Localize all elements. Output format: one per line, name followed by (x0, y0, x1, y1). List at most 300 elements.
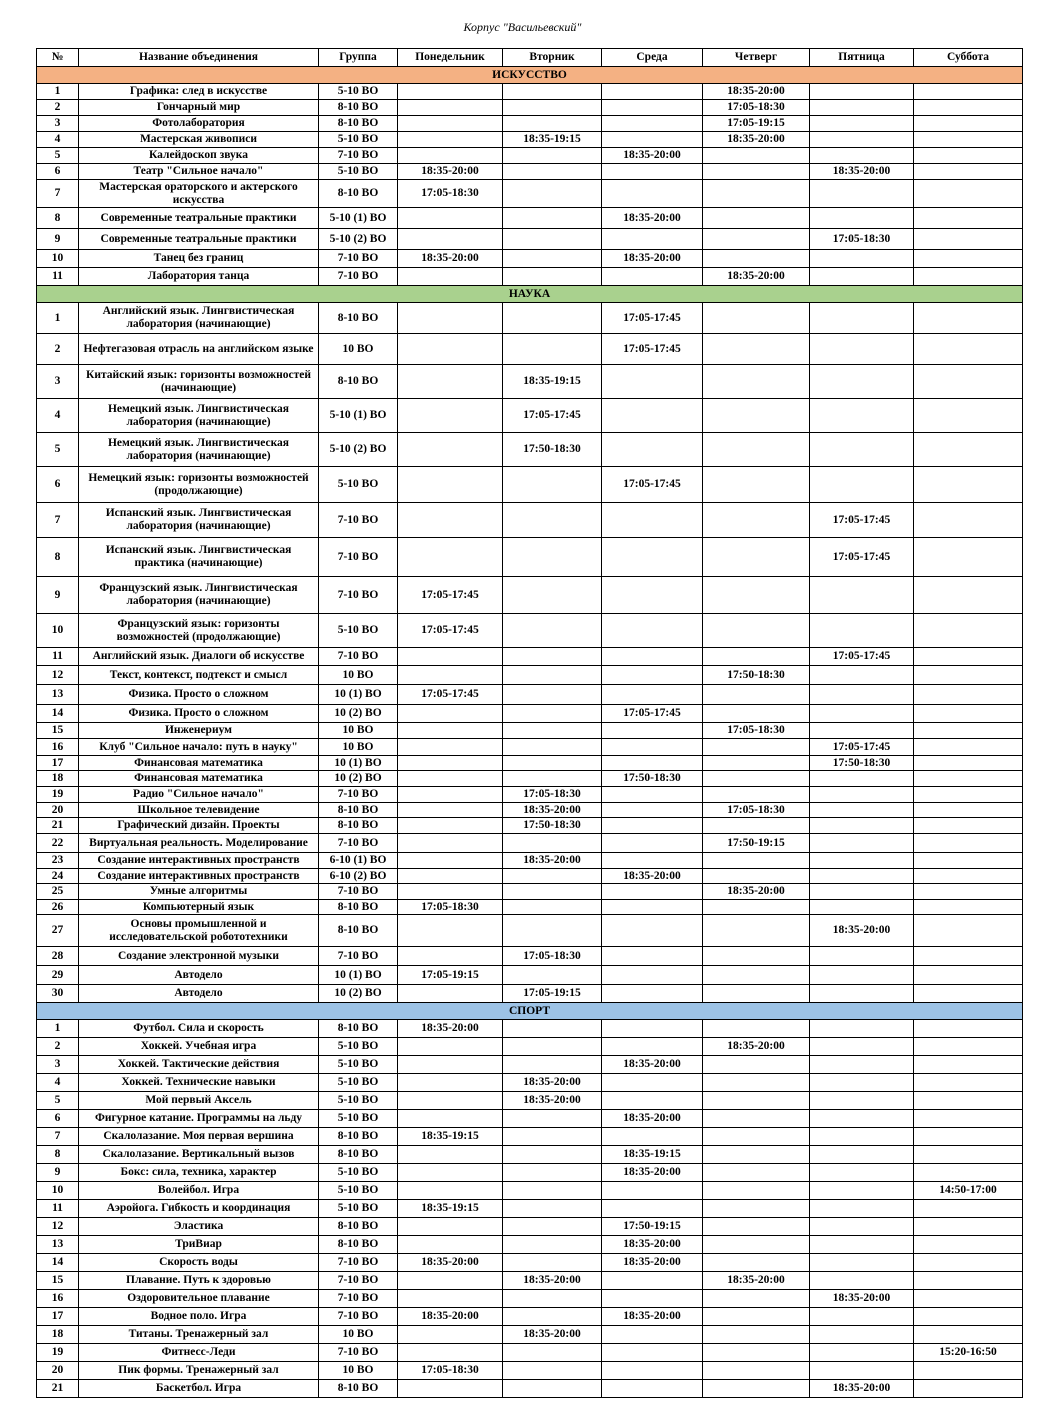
cell-tuesday (503, 503, 602, 538)
cell-thursday (703, 787, 810, 803)
cell-name: Радио "Сильное начало" (79, 787, 319, 803)
cell-wednesday (602, 685, 703, 705)
cell-thursday (703, 1218, 810, 1236)
cell-name: Немецкий язык: горизонты возможностей (продолжающие) (79, 467, 319, 503)
table-row (37, 853, 1023, 869)
cell-thursday (703, 869, 810, 884)
cell-wednesday (602, 229, 703, 250)
cell-friday (810, 1326, 914, 1344)
cell-wednesday (602, 884, 703, 900)
cell-wednesday (602, 1038, 703, 1056)
cell-monday (398, 915, 503, 947)
cell-thursday (703, 818, 810, 834)
cell-tuesday (503, 334, 602, 365)
cell-friday (810, 1146, 914, 1164)
cell-saturday (914, 229, 1023, 250)
table-row (37, 303, 1023, 334)
cell-thursday (703, 334, 810, 365)
cell-thursday (703, 1182, 810, 1200)
table-row (37, 756, 1023, 771)
cell-friday (810, 577, 914, 614)
cell-monday (398, 869, 503, 884)
cell-group: 10 (2) ВО (319, 705, 398, 723)
cell-tuesday: 18:35-20:00 (503, 1092, 602, 1110)
cell-name: Автодело (79, 985, 319, 1003)
cell-group: 7-10 ВО (319, 884, 398, 900)
cell-number: 7 (37, 503, 79, 538)
cell-group: 10 (1) ВО (319, 756, 398, 771)
cell-name: Автодело (79, 966, 319, 985)
cell-tuesday (503, 666, 602, 685)
cell-name: Плавание. Путь к здоровью (79, 1272, 319, 1290)
cell-friday (810, 787, 914, 803)
cell-thursday: 18:35-20:00 (703, 268, 810, 286)
table-row (37, 834, 1023, 853)
cell-thursday: 17:50-18:30 (703, 666, 810, 685)
cell-saturday (914, 1128, 1023, 1146)
cell-friday (810, 834, 914, 853)
cell-monday (398, 1074, 503, 1092)
cell-saturday (914, 1056, 1023, 1074)
cell-saturday (914, 1254, 1023, 1272)
cell-monday (398, 787, 503, 803)
cell-name: ТриВиар (79, 1236, 319, 1254)
cell-tuesday (503, 116, 602, 132)
cell-name: Водное поло. Игра (79, 1308, 319, 1326)
table-row (37, 869, 1023, 884)
cell-name: Финансовая математика (79, 756, 319, 771)
cell-number: 21 (37, 818, 79, 834)
cell-wednesday (602, 1200, 703, 1218)
cell-tuesday (503, 84, 602, 100)
cell-saturday (914, 666, 1023, 685)
cell-thursday (703, 399, 810, 433)
cell-thursday (703, 915, 810, 947)
cell-saturday (914, 164, 1023, 180)
cell-friday (810, 947, 914, 966)
cell-friday (810, 818, 914, 834)
cell-monday: 18:35-19:15 (398, 1200, 503, 1218)
cell-name: Танец без границ (79, 250, 319, 268)
cell-wednesday (602, 1380, 703, 1398)
cell-wednesday: 18:35-20:00 (602, 208, 703, 229)
cell-wednesday (602, 966, 703, 985)
cell-saturday (914, 1326, 1023, 1344)
cell-monday (398, 116, 503, 132)
cell-tuesday (503, 1182, 602, 1200)
cell-friday (810, 1362, 914, 1380)
header-row (37, 49, 1023, 67)
cell-tuesday (503, 577, 602, 614)
cell-thursday (703, 985, 810, 1003)
cell-wednesday (602, 365, 703, 399)
table-row (37, 771, 1023, 787)
cell-thursday (703, 705, 810, 723)
cell-thursday (703, 947, 810, 966)
cell-number: 1 (37, 303, 79, 334)
cell-name: Основы промышленной и исследовательской робототехники (79, 915, 319, 947)
cell-friday (810, 1308, 914, 1326)
cell-name: Хоккей. Технические навыки (79, 1074, 319, 1092)
cell-monday: 18:35-20:00 (398, 164, 503, 180)
cell-tuesday (503, 1236, 602, 1254)
cell-name: Футбол. Сила и скорость (79, 1020, 319, 1038)
cell-thursday (703, 303, 810, 334)
cell-wednesday (602, 756, 703, 771)
table-row (37, 1200, 1023, 1218)
cell-saturday (914, 577, 1023, 614)
cell-monday (398, 666, 503, 685)
cell-monday (398, 648, 503, 666)
cell-name: Скорость воды (79, 1254, 319, 1272)
cell-name: Фигурное катание. Программы на льду (79, 1110, 319, 1128)
cell-thursday (703, 577, 810, 614)
cell-thursday (703, 756, 810, 771)
cell-saturday (914, 985, 1023, 1003)
cell-number: 5 (37, 148, 79, 164)
cell-friday (810, 148, 914, 164)
table-row (37, 503, 1023, 538)
cell-monday: 18:35-20:00 (398, 1254, 503, 1272)
cell-thursday (703, 1200, 810, 1218)
cell-name: Театр "Сильное начало" (79, 164, 319, 180)
cell-number: 4 (37, 1074, 79, 1092)
cell-group: 10 ВО (319, 739, 398, 756)
cell-name: Клуб "Сильное начало: путь в науку" (79, 739, 319, 756)
cell-tuesday: 18:35-20:00 (503, 1272, 602, 1290)
table-row (37, 467, 1023, 503)
cell-wednesday: 18:35-20:00 (602, 869, 703, 884)
cell-group: 5-10 (1) ВО (319, 208, 398, 229)
cell-monday (398, 1290, 503, 1308)
table-row (37, 1254, 1023, 1272)
cell-name: Гончарный мир (79, 100, 319, 116)
cell-friday (810, 433, 914, 467)
cell-friday (810, 723, 914, 739)
cell-name: Китайский язык: горизонты возможностей (начинающие) (79, 365, 319, 399)
cell-thursday: 17:05-18:30 (703, 803, 810, 818)
table-row (37, 180, 1023, 208)
cell-name: Испанский язык. Лингвистическая практика (начинающие) (79, 538, 319, 577)
cell-monday: 17:05-19:15 (398, 966, 503, 985)
cell-friday (810, 869, 914, 884)
cell-thursday: 18:35-20:00 (703, 1038, 810, 1056)
cell-friday (810, 900, 914, 915)
cell-tuesday (503, 229, 602, 250)
cell-tuesday (503, 180, 602, 208)
cell-number: 12 (37, 1218, 79, 1236)
cell-monday (398, 399, 503, 433)
cell-thursday (703, 966, 810, 985)
cell-name: Аэройога. Гибкость и координация (79, 1200, 319, 1218)
cell-saturday (914, 915, 1023, 947)
cell-thursday (703, 467, 810, 503)
table-row (37, 915, 1023, 947)
cell-monday (398, 1344, 503, 1362)
cell-monday: 18:35-19:15 (398, 1128, 503, 1146)
cell-monday (398, 1056, 503, 1074)
cell-saturday (914, 1236, 1023, 1254)
cell-group: 5-10 ВО (319, 1200, 398, 1218)
cell-monday: 18:35-20:00 (398, 1308, 503, 1326)
cell-group: 10 ВО (319, 666, 398, 685)
cell-number: 8 (37, 208, 79, 229)
cell-number: 14 (37, 705, 79, 723)
cell-thursday (703, 771, 810, 787)
cell-tuesday (503, 1038, 602, 1056)
cell-tuesday (503, 1020, 602, 1038)
cell-group: 7-10 ВО (319, 834, 398, 853)
cell-group: 5-10 ВО (319, 1164, 398, 1182)
cell-name: Оздоровительное плавание (79, 1290, 319, 1308)
cell-name: Лаборатория танца (79, 268, 319, 286)
cell-group: 7-10 ВО (319, 1290, 398, 1308)
cell-friday (810, 116, 914, 132)
cell-group: 8-10 ВО (319, 803, 398, 818)
table-row (37, 1164, 1023, 1182)
cell-saturday (914, 1362, 1023, 1380)
cell-monday: 17:05-18:30 (398, 180, 503, 208)
cell-monday (398, 148, 503, 164)
cell-tuesday: 18:35-20:00 (503, 1326, 602, 1344)
cell-saturday (914, 1380, 1023, 1398)
cell-group: 10 (1) ВО (319, 685, 398, 705)
cell-saturday (914, 100, 1023, 116)
cell-name: Французский язык. Лингвистическая лаборатория (начинающие) (79, 577, 319, 614)
cell-thursday (703, 614, 810, 648)
cell-group: 5-10 (2) ВО (319, 433, 398, 467)
cell-number: 21 (37, 1380, 79, 1398)
cell-number: 25 (37, 884, 79, 900)
cell-thursday: 18:35-20:00 (703, 884, 810, 900)
cell-saturday (914, 1038, 1023, 1056)
cell-thursday (703, 538, 810, 577)
cell-wednesday (602, 1074, 703, 1092)
cell-wednesday (602, 268, 703, 286)
cell-wednesday: 18:35-20:00 (602, 1236, 703, 1254)
cell-saturday (914, 1110, 1023, 1128)
cell-saturday (914, 1146, 1023, 1164)
cell-thursday (703, 1344, 810, 1362)
cell-number: 24 (37, 869, 79, 884)
cell-group: 8-10 ВО (319, 1236, 398, 1254)
cell-monday (398, 433, 503, 467)
cell-number: 9 (37, 577, 79, 614)
cell-friday: 17:05-17:45 (810, 538, 914, 577)
table-row (37, 1020, 1023, 1038)
cell-number: 20 (37, 1362, 79, 1380)
cell-wednesday (602, 164, 703, 180)
cell-name: Виртуальная реальность. Моделирование (79, 834, 319, 853)
table-row (37, 334, 1023, 365)
cell-saturday (914, 818, 1023, 834)
cell-tuesday (503, 250, 602, 268)
cell-friday (810, 365, 914, 399)
cell-monday (398, 1110, 503, 1128)
cell-tuesday (503, 467, 602, 503)
cell-friday (810, 1038, 914, 1056)
cell-wednesday: 18:35-19:15 (602, 1146, 703, 1164)
cell-group: 6-10 (1) ВО (319, 853, 398, 869)
table-row (37, 1272, 1023, 1290)
cell-monday: 17:05-17:45 (398, 614, 503, 648)
cell-tuesday (503, 900, 602, 915)
cell-tuesday (503, 1146, 602, 1164)
cell-monday (398, 84, 503, 100)
cell-thursday (703, 1056, 810, 1074)
cell-group: 8-10 ВО (319, 303, 398, 334)
cell-name: Нефтегазовая отрасль на английском языке (79, 334, 319, 365)
cell-saturday (914, 1092, 1023, 1110)
cell-monday: 17:05-18:30 (398, 900, 503, 915)
cell-saturday (914, 365, 1023, 399)
cell-number: 17 (37, 756, 79, 771)
cell-group: 7-10 ВО (319, 648, 398, 666)
cell-saturday (914, 303, 1023, 334)
cell-tuesday (503, 1290, 602, 1308)
cell-thursday (703, 1308, 810, 1326)
cell-wednesday (602, 614, 703, 648)
cell-wednesday (602, 834, 703, 853)
cell-friday (810, 1164, 914, 1182)
cell-name: Создание электронной музыки (79, 947, 319, 966)
table-row (37, 1146, 1023, 1164)
cell-friday (810, 1128, 914, 1146)
cell-tuesday: 17:05-19:15 (503, 985, 602, 1003)
cell-group: 10 (2) ВО (319, 771, 398, 787)
cell-group: 5-10 (1) ВО (319, 399, 398, 433)
cell-wednesday: 17:50-19:15 (602, 1218, 703, 1236)
cell-name: Инженериум (79, 723, 319, 739)
cell-thursday (703, 1020, 810, 1038)
cell-tuesday (503, 164, 602, 180)
cell-name: Физика. Просто о сложном (79, 705, 319, 723)
cell-tuesday (503, 148, 602, 164)
cell-wednesday (602, 503, 703, 538)
cell-thursday (703, 1128, 810, 1146)
cell-number: 20 (37, 803, 79, 818)
table-row (37, 1218, 1023, 1236)
cell-group: 8-10 ВО (319, 116, 398, 132)
cell-name: Английский язык. Лингвистическая лаборатория (начинающие) (79, 303, 319, 334)
cell-group: 10 (1) ВО (319, 966, 398, 985)
cell-number: 26 (37, 900, 79, 915)
cell-wednesday (602, 116, 703, 132)
cell-friday (810, 966, 914, 985)
cell-group: 7-10 ВО (319, 1272, 398, 1290)
cell-group: 5-10 ВО (319, 614, 398, 648)
cell-wednesday (602, 433, 703, 467)
cell-wednesday (602, 100, 703, 116)
cell-number: 19 (37, 1344, 79, 1362)
table-row (37, 985, 1023, 1003)
cell-monday (398, 1272, 503, 1290)
cell-saturday (914, 1272, 1023, 1290)
cell-monday (398, 756, 503, 771)
cell-group: 8-10 ВО (319, 1218, 398, 1236)
cell-monday (398, 705, 503, 723)
cell-thursday (703, 1236, 810, 1254)
cell-friday (810, 268, 914, 286)
cell-wednesday (602, 1344, 703, 1362)
cell-name: Создание интерактивных пространств (79, 869, 319, 884)
cell-monday (398, 503, 503, 538)
cell-tuesday (503, 1056, 602, 1074)
cell-group: 8-10 ВО (319, 1380, 398, 1398)
cell-saturday (914, 966, 1023, 985)
table-row (37, 1344, 1023, 1362)
table-row (37, 132, 1023, 148)
cell-monday (398, 884, 503, 900)
cell-tuesday (503, 1164, 602, 1182)
cell-wednesday (602, 787, 703, 803)
cell-friday (810, 84, 914, 100)
table-row (37, 1362, 1023, 1380)
cell-friday (810, 399, 914, 433)
table-row (37, 723, 1023, 739)
cell-number: 22 (37, 834, 79, 853)
cell-name: Баскетбол. Игра (79, 1380, 319, 1398)
cell-number: 28 (37, 947, 79, 966)
section-row-art (37, 67, 1023, 84)
cell-monday (398, 100, 503, 116)
table-row (37, 1092, 1023, 1110)
cell-group: 5-10 (2) ВО (319, 229, 398, 250)
cell-friday: 17:05-18:30 (810, 229, 914, 250)
cell-wednesday (602, 947, 703, 966)
cell-friday (810, 614, 914, 648)
table-row (37, 1290, 1023, 1308)
cell-name: Мастерская живописи (79, 132, 319, 148)
cell-name: Графический дизайн. Проекты (79, 818, 319, 834)
cell-wednesday (602, 1326, 703, 1344)
cell-friday (810, 803, 914, 818)
cell-group: 5-10 ВО (319, 467, 398, 503)
cell-group: 10 ВО (319, 1362, 398, 1380)
cell-group: 8-10 ВО (319, 365, 398, 399)
cell-saturday (914, 1020, 1023, 1038)
cell-monday (398, 467, 503, 503)
cell-monday: 17:05-18:30 (398, 1362, 503, 1380)
cell-saturday (914, 900, 1023, 915)
cell-name: Мой первый Аксель (79, 1092, 319, 1110)
cell-name: Титаны. Тренажерный зал (79, 1326, 319, 1344)
cell-wednesday: 18:35-20:00 (602, 1254, 703, 1272)
section-title: СПОРТ (37, 1003, 1023, 1020)
cell-saturday (914, 1290, 1023, 1308)
cell-wednesday (602, 723, 703, 739)
cell-tuesday: 17:50-18:30 (503, 433, 602, 467)
cell-number: 8 (37, 538, 79, 577)
cell-name: Калейдоскоп звука (79, 148, 319, 164)
cell-monday (398, 1326, 503, 1344)
cell-group: 8-10 ВО (319, 1128, 398, 1146)
cell-group: 7-10 ВО (319, 577, 398, 614)
cell-number: 18 (37, 1326, 79, 1344)
cell-saturday (914, 756, 1023, 771)
cell-group: 10 (2) ВО (319, 985, 398, 1003)
cell-saturday (914, 947, 1023, 966)
cell-number: 11 (37, 648, 79, 666)
cell-name: Французский язык: горизонты возможностей (продолжающие) (79, 614, 319, 648)
cell-thursday: 18:35-20:00 (703, 1272, 810, 1290)
cell-group: 10 ВО (319, 334, 398, 365)
cell-saturday (914, 685, 1023, 705)
cell-number: 5 (37, 1092, 79, 1110)
cell-number: 9 (37, 229, 79, 250)
table-row (37, 1110, 1023, 1128)
table-row (37, 818, 1023, 834)
